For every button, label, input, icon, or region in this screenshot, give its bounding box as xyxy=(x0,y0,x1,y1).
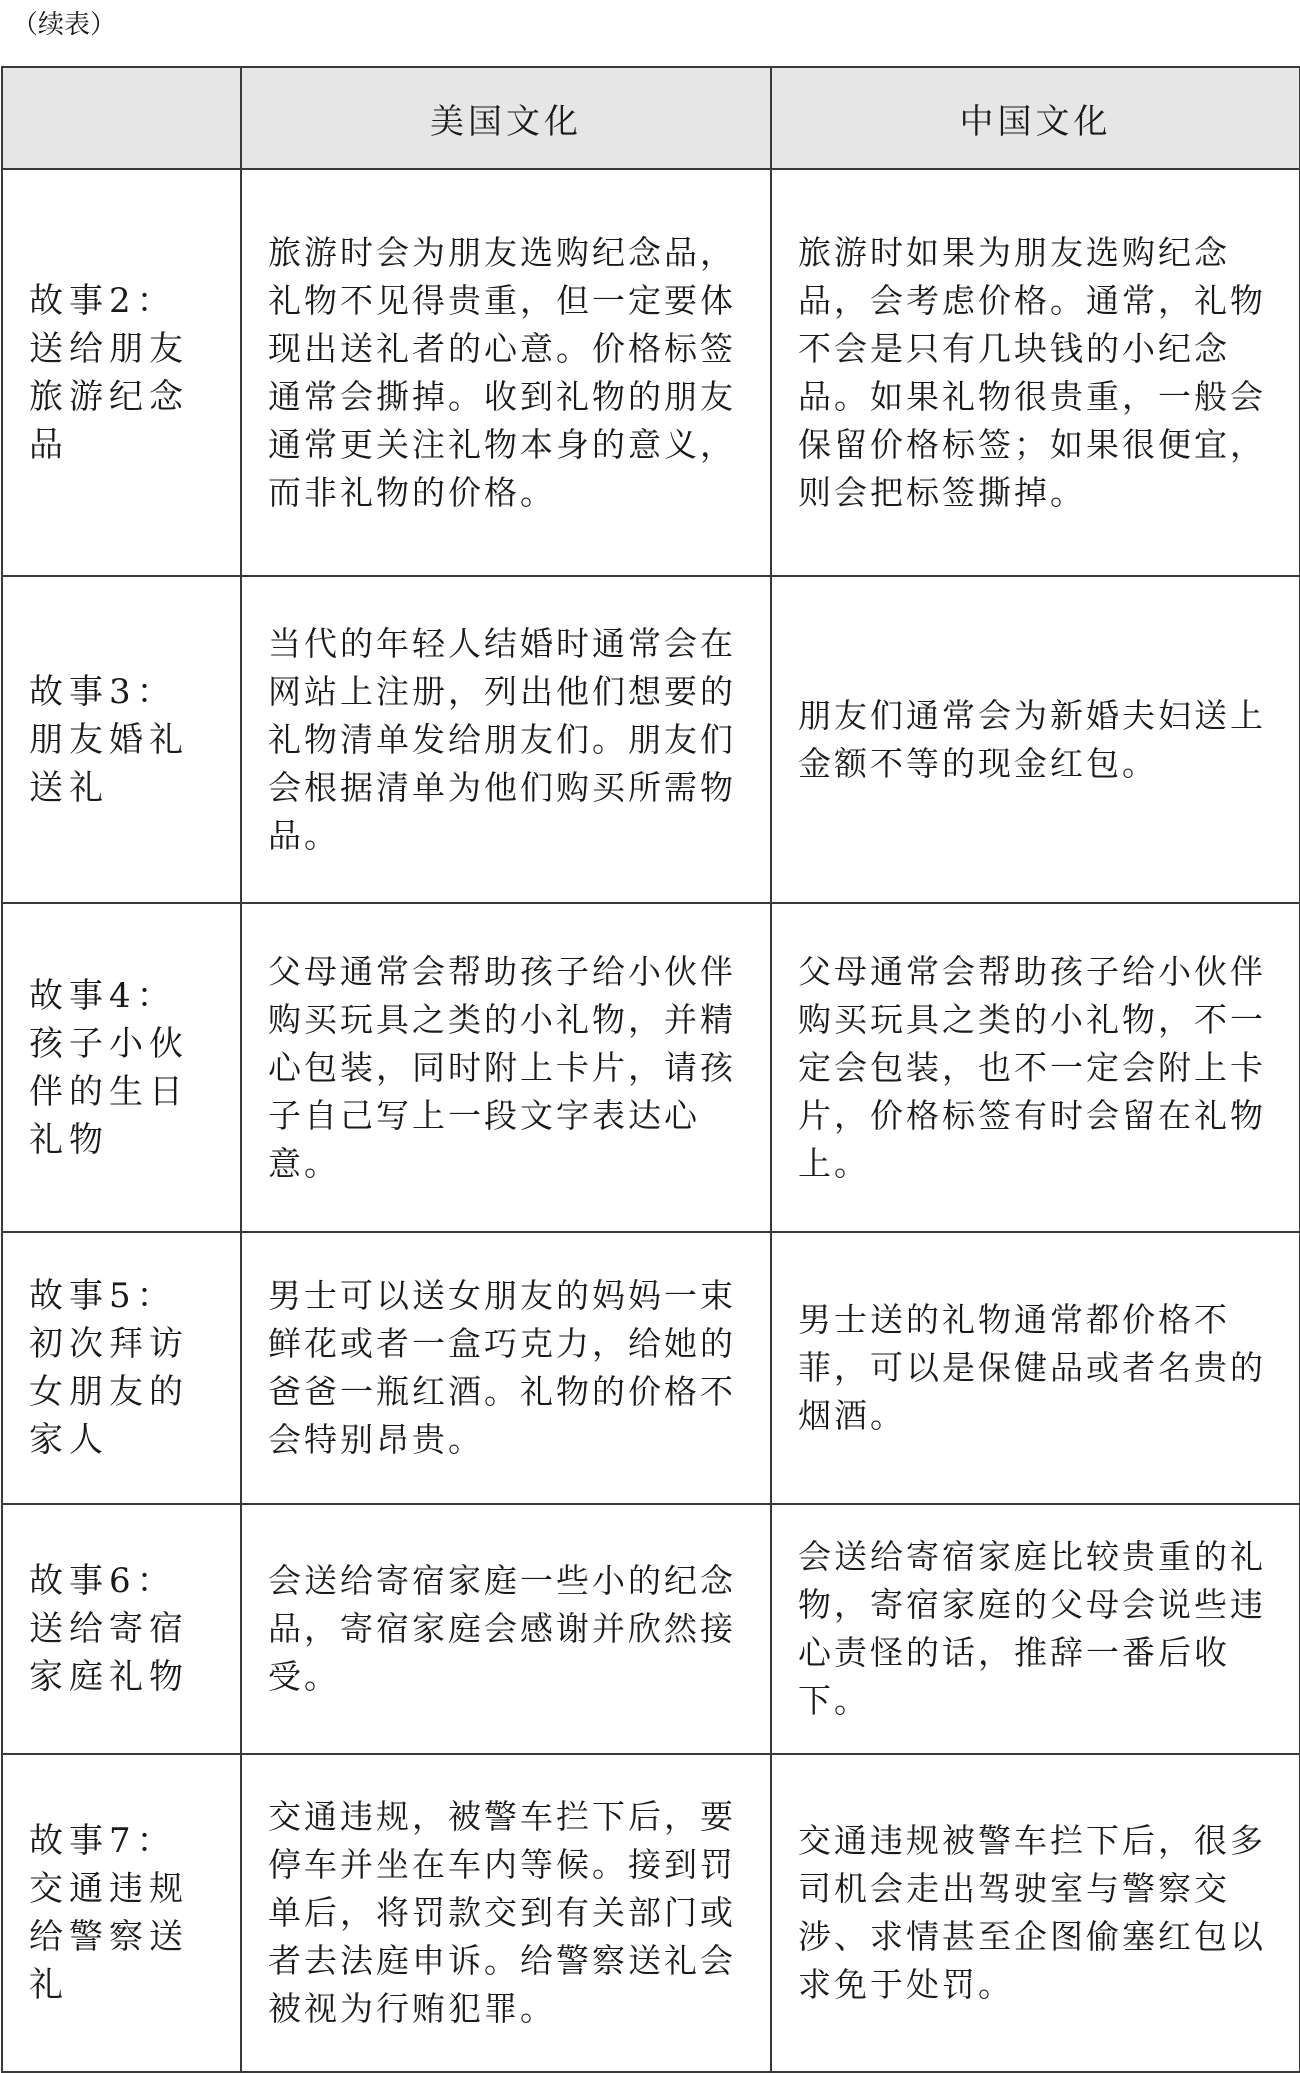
chinese-culture-cell: 旅游时如果为朋友选购纪念品，会考虑价格。通常，礼物不会是只有几块钱的小纪念品。如果礼物很贵重，一般会保留价格标签；如果很便宜，则会把标签撕掉。 xyxy=(771,169,1300,576)
table-row xyxy=(2,169,1300,576)
chinese-culture-cell: 会送给寄宿家庭比较贵重的礼物，寄宿家庭的父母会说些违心责怪的话，推辞一番后收下。 xyxy=(771,1504,1300,1754)
chinese-culture-cell: 父母通常会帮助孩子给小伙伴购买玩具之类的小礼物，不一定会包装，也不一定会附上卡片，价格标签有时会留在礼物上。 xyxy=(771,903,1300,1232)
story-label xyxy=(2,576,241,903)
story-label-line: 给警察送 xyxy=(29,1917,189,1957)
story-label-line: 送给朋友 xyxy=(29,328,189,369)
header-empty xyxy=(2,67,241,169)
story-label-line: 交通违规 xyxy=(29,1869,189,1909)
table-row xyxy=(2,576,1300,903)
american-culture-cell: 会送给寄宿家庭一些小的纪念品，寄宿家庭会感谢并欣然接受。 xyxy=(241,1504,771,1754)
story-label-line: 孩子小伙 xyxy=(29,1023,189,1064)
story-label xyxy=(2,1754,241,2072)
header-row xyxy=(2,67,1300,169)
story-label xyxy=(2,1504,241,1754)
story-label-line: 故事5： xyxy=(29,1276,177,1316)
story-label xyxy=(2,169,241,576)
american-culture-cell: 父母通常会帮助孩子给小伙伴购买玩具之类的小礼物，并精心包装，同时附上卡片，请孩子自己写上一段文字表达心意。 xyxy=(241,903,771,1232)
table-row xyxy=(2,903,1300,1232)
story-label-line: 送礼 xyxy=(29,767,109,808)
story-label-line: 家庭礼物 xyxy=(29,1657,189,1697)
american-culture-cell: 旅游时会为朋友选购纪念品，礼物不见得贵重，但一定要体现出送礼者的心意。价格标签通常会撕掉。收到礼物的朋友通常更关注礼物本身的意义，而非礼物的价格。 xyxy=(241,169,771,576)
comparison-table xyxy=(1,66,1300,2073)
story-label xyxy=(2,903,241,1232)
story-label-line: 礼 xyxy=(29,1965,69,2005)
story-label xyxy=(2,1232,241,1504)
story-label-line: 礼物 xyxy=(29,1119,109,1160)
story-label-line: 送给寄宿 xyxy=(29,1609,189,1649)
story-label-line: 品 xyxy=(29,424,69,465)
story-label-line: 故事3： xyxy=(29,671,177,712)
chinese-culture-cell: 朋友们通常会为新婚夫妇送上金额不等的现金红包。 xyxy=(771,576,1300,903)
story-label-line: 故事2： xyxy=(29,280,177,321)
american-culture-cell: 男士可以送女朋友的妈妈一束鲜花或者一盒巧克力，给她的爸爸一瓶红酒。礼物的价格不会特别昂贵。 xyxy=(241,1232,771,1504)
chinese-culture-cell: 交通违规被警车拦下后，很多司机会走出驾驶室与警察交涉、求情甚至企图偷塞红包以求免于处罚。 xyxy=(771,1754,1300,2072)
story-label-line: 家人 xyxy=(29,1420,109,1460)
american-culture-cell: 当代的年轻人结婚时通常会在网站上注册，列出他们想要的礼物清单发给朋友们。朋友们会根据清单为他们购买所需物品。 xyxy=(241,576,771,903)
table-row xyxy=(2,1232,1300,1504)
table-row xyxy=(2,1504,1300,1754)
american-culture-cell: 交通违规，被警车拦下后，要停车并坐在车内等候。接到罚单后，将罚款交到有关部门或者去法庭申诉。给警察送礼会被视为行贿犯罪。 xyxy=(241,1754,771,2072)
story-label-line: 朋友婚礼 xyxy=(29,719,189,760)
header-chinese-culture: 中国文化 xyxy=(771,67,1300,169)
story-label-line: 初次拜访 xyxy=(29,1324,189,1364)
story-label-line: 故事4： xyxy=(29,975,177,1016)
story-label-line: 女朋友的 xyxy=(29,1372,189,1412)
story-label-line: 故事6： xyxy=(29,1561,177,1601)
story-label-line: 故事7： xyxy=(29,1821,177,1861)
story-label-line: 伴的生日 xyxy=(29,1071,189,1112)
table-caption: （续表） xyxy=(12,10,117,40)
story-label-line: 旅游纪念 xyxy=(29,376,189,417)
header-american-culture: 美国文化 xyxy=(241,67,771,169)
chinese-culture-cell: 男士送的礼物通常都价格不菲，可以是保健品或者名贵的烟酒。 xyxy=(771,1232,1300,1504)
table-row xyxy=(2,1754,1300,2072)
